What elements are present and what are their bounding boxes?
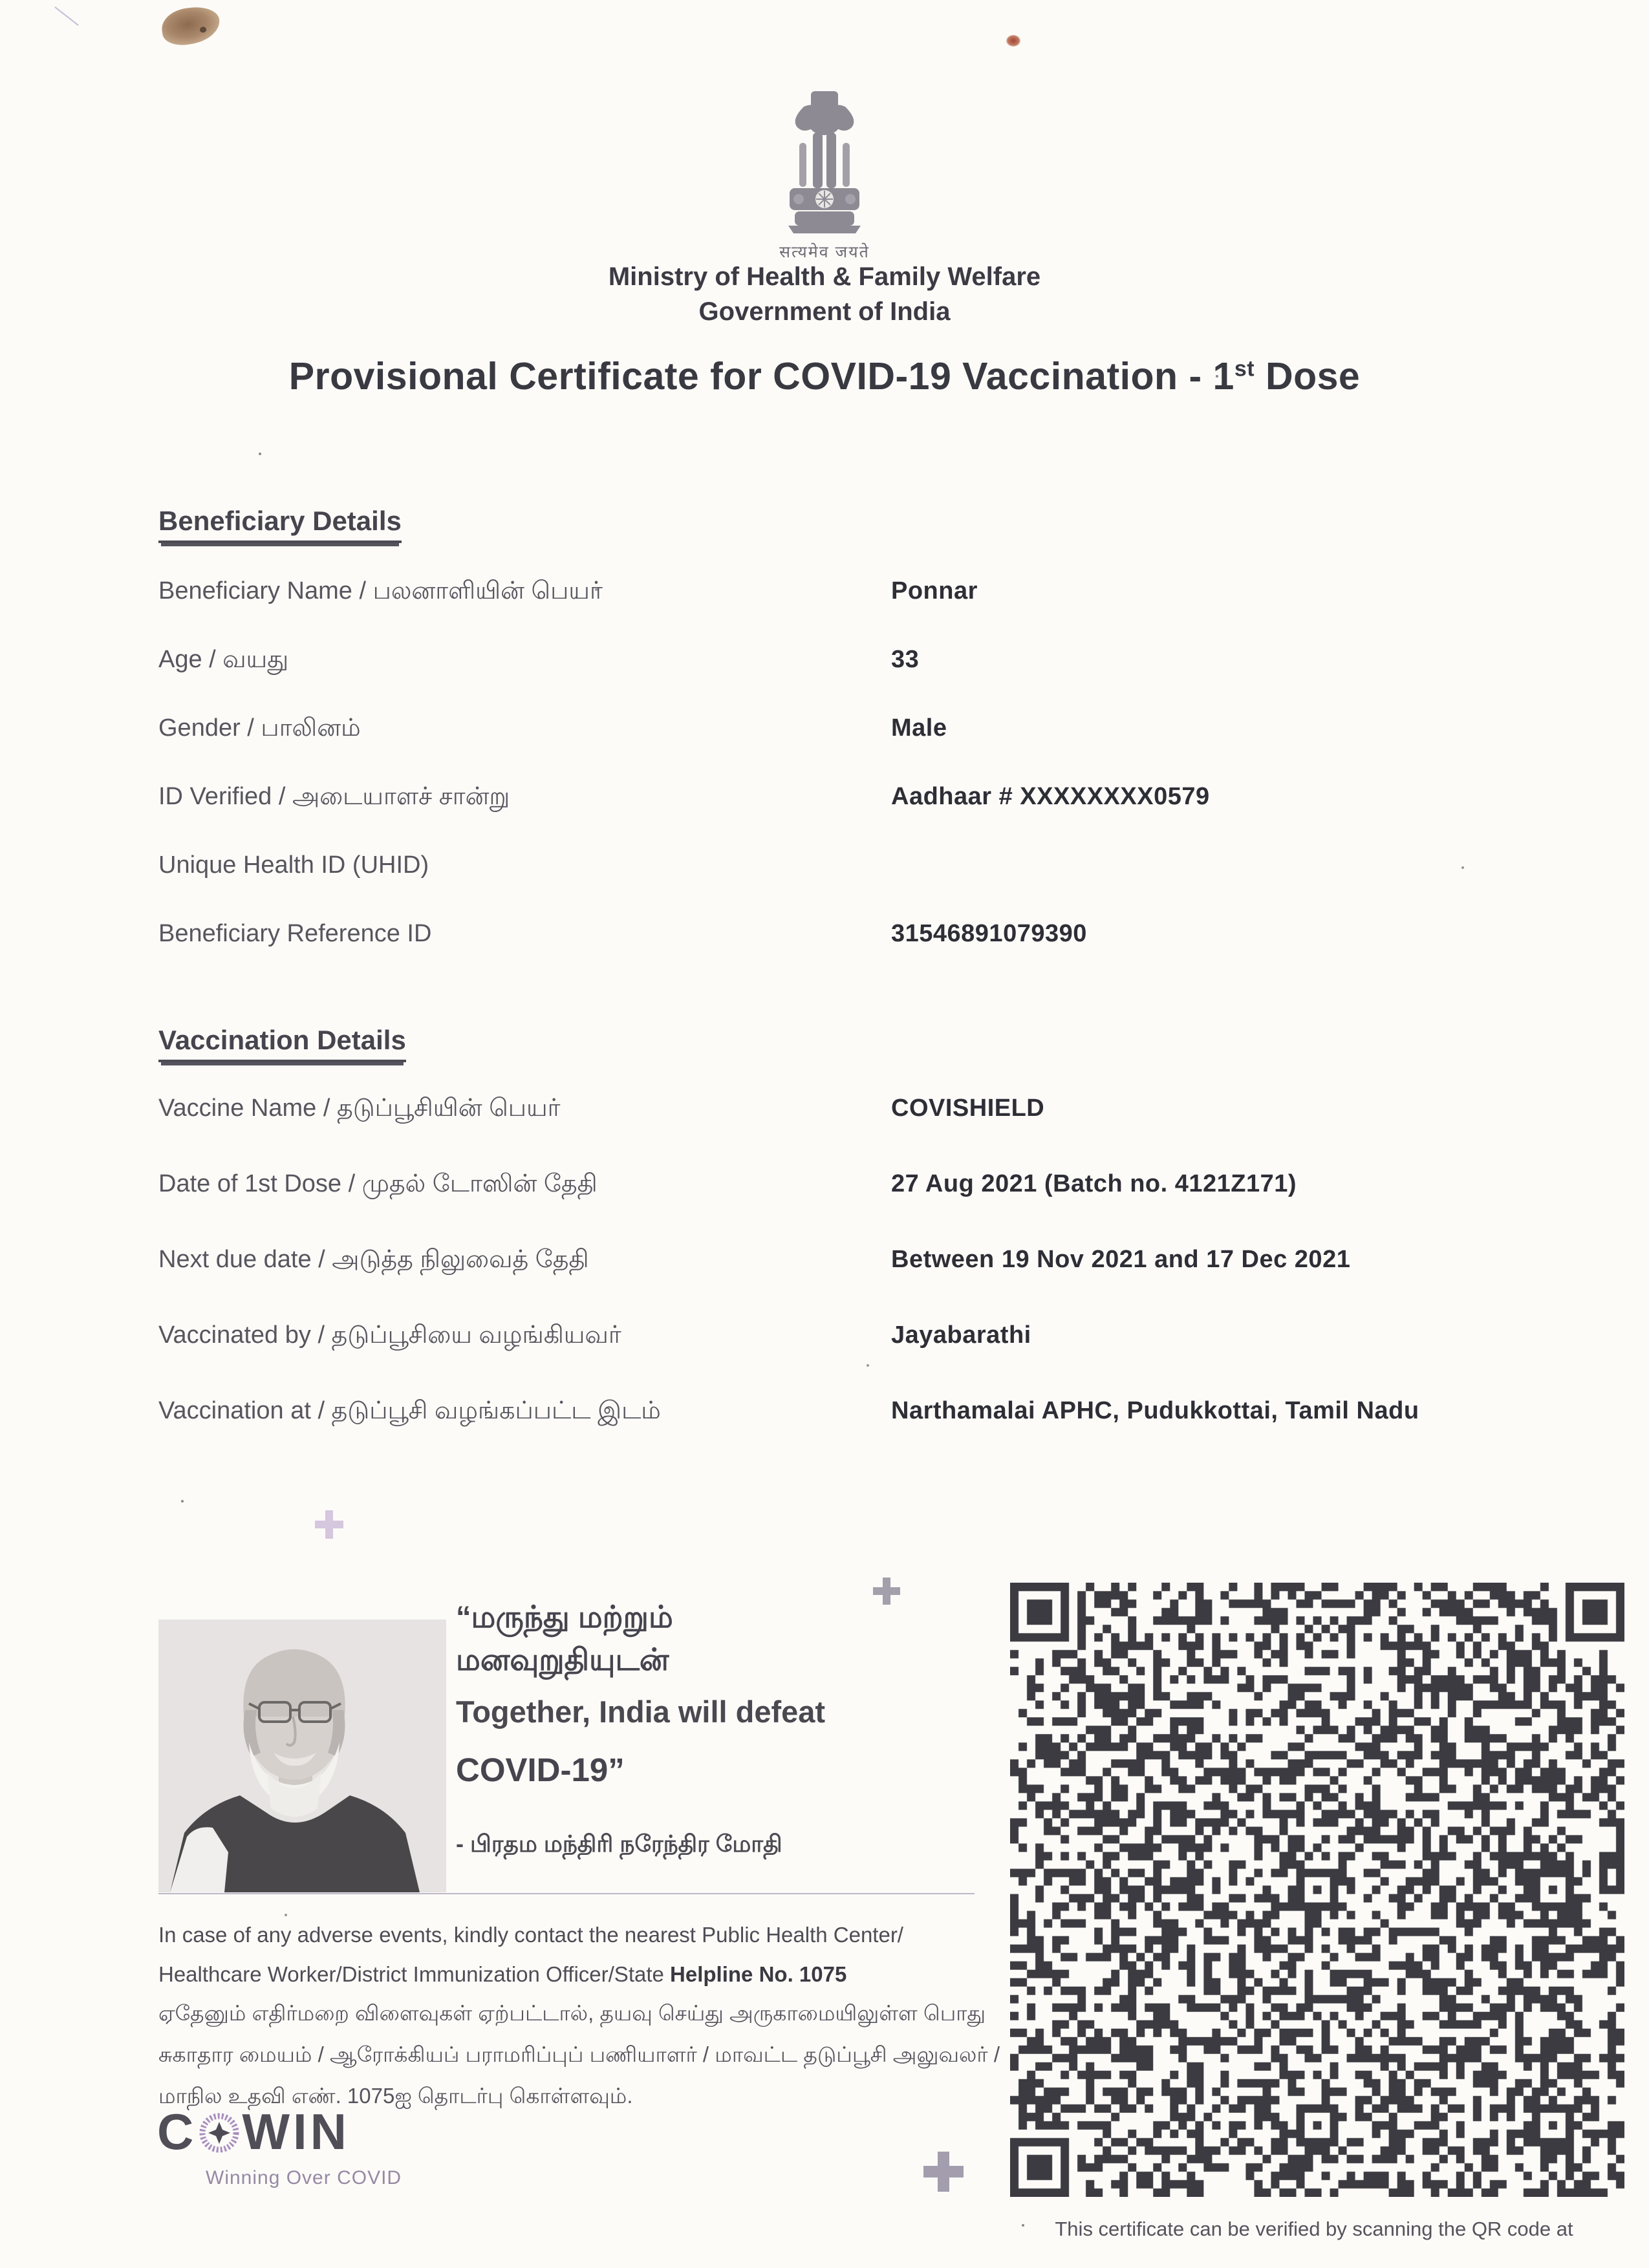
pm-portrait-photo — [158, 1620, 446, 1892]
adverse-events-notice-tamil: ஏதேனும் எதிர்மறை விளைவுகள் ஏற்பட்டால், தயவு செய்து அருகாமையிலுள்ள பொது சுகாதார மையம் / ஆரோக்கியப் பராமரிப்புப் பணியாளர் / மாவட்ட தடுப்பூசி அலுவலர் / மாநில உதவி எண். 1075ஐ தொடர்பு கொள்ளவும். — [158, 2001, 1000, 2108]
government-name: Government of India — [698, 297, 951, 326]
field-label: Beneficiary Name / பலனாளியின் பெயர் — [158, 577, 603, 604]
cowin-letters-win: WIN — [242, 2103, 350, 2160]
field-label: Vaccine Name / தடுப்பூசியின் பெயர் — [158, 1095, 561, 1122]
scan-red-speck — [1006, 35, 1020, 47]
cowin-logo — [157, 2103, 350, 2160]
field-value: COVISHIELD — [891, 1095, 1045, 1122]
field-value: 31546891079390 — [891, 920, 1087, 947]
verification-qr-code — [1010, 1583, 1624, 2197]
detail-row — [158, 1095, 1523, 1170]
field-value: Ponnar — [891, 577, 978, 604]
certificate-title: Provisional Certificate for COVID-19 Vaccination - 1st Dose — [288, 355, 1361, 398]
detail-row — [158, 1321, 1523, 1397]
vaccination-details-table — [158, 1095, 1523, 1473]
field-value: Aadhaar # XXXXXXXX0579 — [891, 783, 1210, 810]
detail-row — [158, 577, 1523, 646]
helpline-number: Helpline No. 1075 — [670, 1962, 847, 1986]
detail-row — [158, 851, 1523, 920]
ministry-name: Ministry of Health & Family Welfare — [608, 262, 1041, 291]
field-value: 27 Aug 2021 (Batch no. 4121Z171) — [891, 1170, 1297, 1197]
field-label: Date of 1st Dose / முதல் டோஸின் தேதி — [158, 1170, 598, 1197]
field-value: Between 19 Nov 2021 and 17 Dec 2021 — [891, 1246, 1351, 1273]
watermark-plus-icon — [315, 1510, 343, 1539]
detail-row — [158, 783, 1523, 851]
field-label: ID Verified / அடையாளச் சான்று — [158, 783, 510, 810]
national-emblem-icon — [0, 87, 1649, 242]
section-divider — [158, 1893, 975, 1894]
quote-tamil-line1: “மருந்து மற்றும் — [456, 1599, 673, 1634]
cowin-chakra-icon — [199, 2113, 239, 2153]
detail-row — [158, 714, 1523, 783]
beneficiary-details-heading: Beneficiary Details — [158, 506, 402, 537]
quote-tamil-line2: மனவுறுதியுடன் — [456, 1642, 669, 1676]
field-value: Male — [891, 714, 947, 742]
detail-row — [158, 920, 1523, 989]
field-label: Vaccinated by / தடுப்பூசியை வழங்கியவர் — [158, 1321, 621, 1349]
vaccination-details-heading: Vaccination Details — [158, 1025, 406, 1056]
field-value: Narthamalai APHC, Pudukkottai, Tamil Nadu — [891, 1397, 1419, 1424]
detail-row — [158, 1246, 1523, 1321]
detail-row — [158, 646, 1523, 714]
field-label: Next due date / அடுத்த நிலுவைத் தேதி — [158, 1246, 589, 1273]
field-value: Jayabarathi — [891, 1321, 1031, 1349]
quote-english-line1: Together, India will defeat — [456, 1695, 826, 1729]
field-label: Beneficiary Reference ID — [158, 920, 432, 947]
quote-attribution: - பிரதம மந்திரி நரேந்திர மோதி — [456, 1830, 782, 1857]
cowin-letter-c: C — [157, 2103, 197, 2160]
scan-stain — [160, 4, 222, 48]
qr-verification-caption: This certificate can be verified by scanning the QR code at — [1055, 2218, 1573, 2240]
pm-quote-block — [456, 1596, 973, 1861]
cowin-tagline: Winning Over COVID — [206, 2167, 402, 2188]
watermark-plus-icon — [923, 2152, 964, 2192]
field-value: 33 — [891, 646, 920, 673]
field-label: Age / வயது — [158, 646, 289, 673]
scan-dust-specks — [259, 453, 261, 455]
beneficiary-details-table — [158, 577, 1523, 989]
emblem-motto: सत्यमेव जयते — [779, 243, 870, 261]
detail-row — [158, 1170, 1523, 1246]
quote-english-line2: COVID-19” — [456, 1751, 625, 1788]
scan-scratch-line — [54, 6, 78, 26]
adverse-events-notice-english: In case of any adverse events, kindly contact the nearest Public Health Center/ Healthcare Worker/District Immunization Officer/State Helpline No. 1075 — [158, 1923, 903, 1986]
field-label: Gender / பாலினம் — [158, 714, 361, 742]
field-label: Vaccination at / தடுப்பூசி வழங்கப்பட்ட இடம் — [158, 1397, 661, 1424]
detail-row — [158, 1397, 1523, 1473]
field-label: Unique Health ID (UHID) — [158, 851, 429, 879]
